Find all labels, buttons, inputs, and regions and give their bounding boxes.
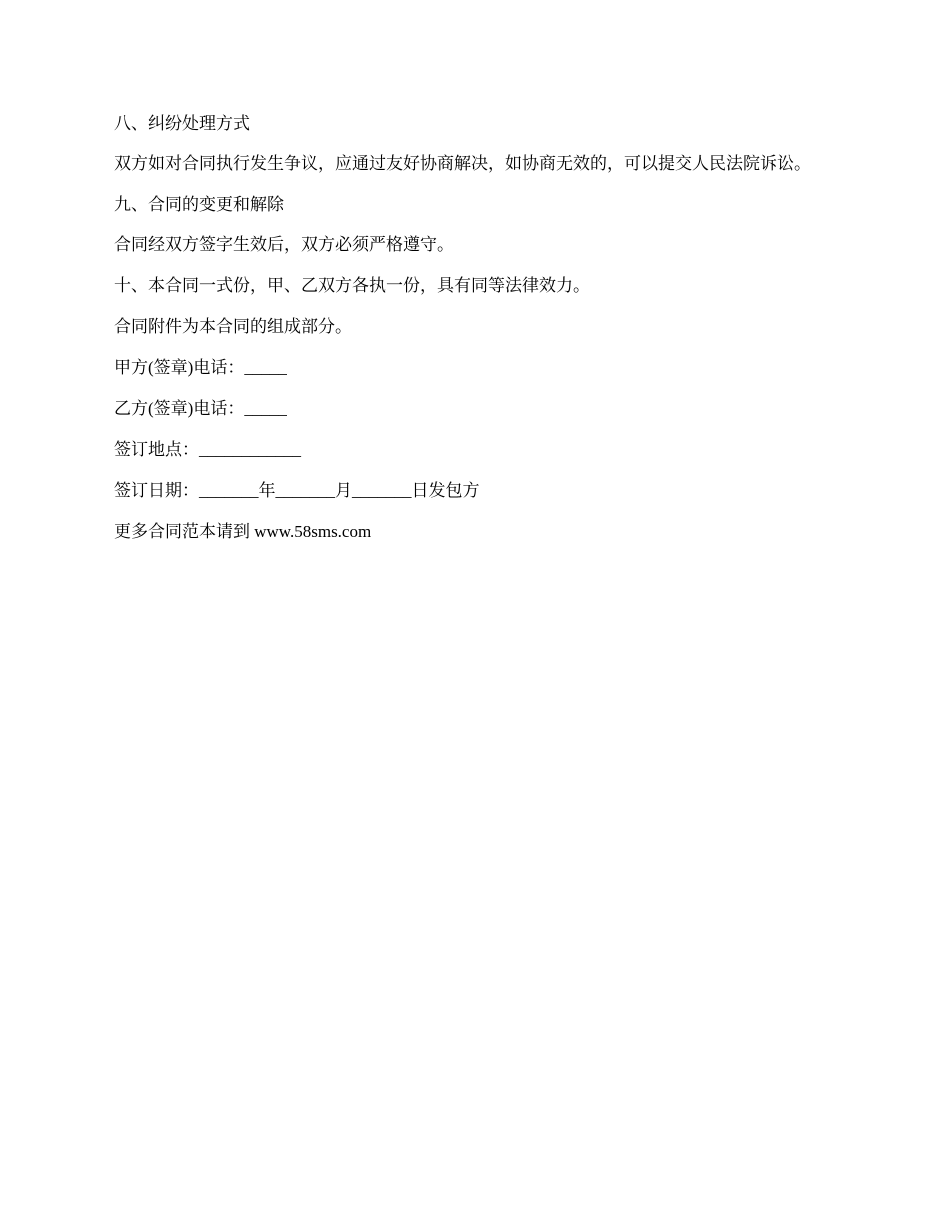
footer-more-templates: 更多合同范本请到 www.58sms.com (114, 522, 372, 541)
party-b-signature-line: 乙方(签章)电话：_____ (114, 399, 287, 418)
dispute-clause-text: 双方如对合同执行发生争议，应通过友好协商解决，如协商无效的，可以提交人民法院诉讼。 (114, 154, 811, 173)
document-body (114, 113, 844, 562)
party-a-signature-line: 甲方(签章)电话：_____ (114, 358, 287, 377)
attachment-clause-text: 合同附件为本合同的组成部分。 (114, 317, 352, 336)
signing-location-line: 签订地点：____________ (114, 440, 301, 459)
signing-date-line: 签订日期：_______年_______月_______日发包方 (114, 481, 480, 500)
section-heading-dispute: 八、纠纷处理方式 (114, 114, 250, 133)
amendment-clause-text: 合同经双方签字生效后，双方必须严格遵守。 (114, 235, 454, 254)
section-heading-amendment: 九、合同的变更和解除 (114, 195, 284, 214)
copies-clause-text: 十、本合同一式份，甲、乙双方各执一份，具有同等法律效力。 (114, 276, 590, 295)
